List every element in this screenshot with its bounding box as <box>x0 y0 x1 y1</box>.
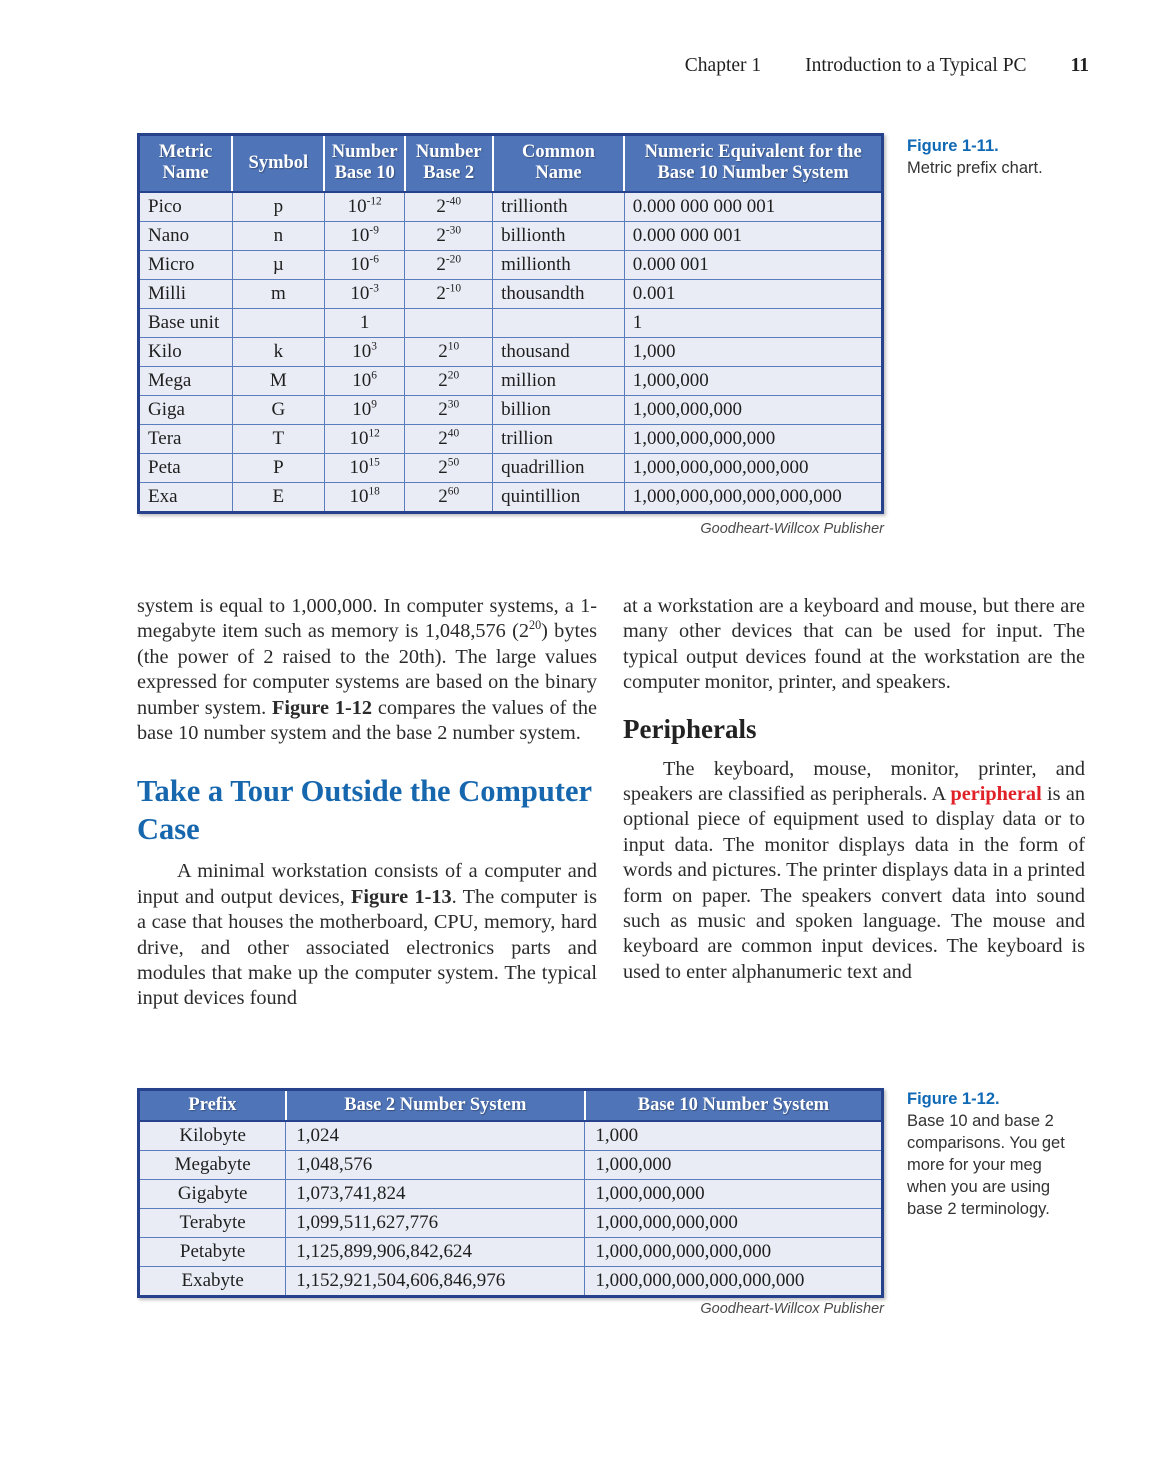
table-row <box>139 482 883 512</box>
table-cell: Terabyte <box>139 1209 286 1238</box>
table-cell: 1,073,741,824 <box>286 1180 585 1209</box>
table-cell: M <box>232 366 324 395</box>
table-cell: Mega <box>139 366 233 395</box>
figure-1-12-caption <box>907 1088 1079 1220</box>
table-cell: thousandth <box>493 279 625 308</box>
table-cell: 1,000,000,000,000,000,000 <box>624 482 882 512</box>
table-cell: p <box>232 192 324 222</box>
table-row <box>139 221 883 250</box>
column-header: Number Base 10 <box>324 135 404 192</box>
metric-prefix-table <box>137 133 884 514</box>
column-header: Metric Name <box>139 135 233 192</box>
table-cell: Giga <box>139 395 233 424</box>
base-comparison-table <box>137 1088 884 1298</box>
table-header-row <box>139 1090 883 1122</box>
figure-1-11-label: Figure 1-11. <box>907 137 999 155</box>
table-cell: m <box>232 279 324 308</box>
table-cell: 1,000,000,000,000,000 <box>585 1238 883 1267</box>
table-cell: $2^{40}$ <box>405 424 493 453</box>
table-cell: Tera <box>139 424 233 453</box>
table-row <box>139 366 883 395</box>
figure-1-11-caption <box>907 135 1079 179</box>
sub-heading: Peripherals <box>623 713 757 744</box>
table-cell: 1,024 <box>286 1121 585 1151</box>
chapter-title: Introduction to a Typical PC <box>805 55 1027 76</box>
column-header: Common Name <box>493 135 625 192</box>
table-cell: billionth <box>493 221 625 250</box>
table-cell: Milli <box>139 279 233 308</box>
table-cell: millionth <box>493 250 625 279</box>
table-cell: µ <box>232 250 324 279</box>
table-cell: $10^{12}$ <box>324 424 404 453</box>
table-row <box>139 337 883 366</box>
column-header: Number Base 2 <box>405 135 493 192</box>
table-row <box>139 424 883 453</box>
table-cell: 1,000,000,000,000,000 <box>624 453 882 482</box>
table-row <box>139 1180 883 1209</box>
table-cell: $10^{-12}$ <box>324 192 404 222</box>
table-cell: $10^{-9}$ <box>324 221 404 250</box>
body-right-column <box>623 594 1085 985</box>
table-cell: $10^6$ <box>324 366 404 395</box>
table-cell: Exabyte <box>139 1267 286 1297</box>
table-cell: T <box>232 424 324 453</box>
table-cell: 1,099,511,627,776 <box>286 1209 585 1238</box>
table-cell: Kilobyte <box>139 1121 286 1151</box>
table-cell: Pico <box>139 192 233 222</box>
table-cell: $2^{30}$ <box>405 395 493 424</box>
table-cell <box>232 308 324 337</box>
table-cell: E <box>232 482 324 512</box>
figure-1-11-table-area <box>137 133 884 514</box>
table-row <box>139 192 883 222</box>
table-cell: $2^{50}$ <box>405 453 493 482</box>
body-paragraph: at a workstation are a keyboard and mouse, but there are many other devices that can be used for input. The typical output devices found at the workstation are the computer monitor, printer, and speakers. <box>623 595 1085 694</box>
table-cell: $2^{60}$ <box>405 482 493 512</box>
table-cell: 0.001 <box>624 279 882 308</box>
table-cell: 1,000,000,000,000,000,000 <box>585 1267 883 1297</box>
table-cell: G <box>232 395 324 424</box>
table-cell: 1,125,899,906,842,624 <box>286 1238 585 1267</box>
table-row <box>139 453 883 482</box>
table-cell: 1,000,000,000,000 <box>585 1209 883 1238</box>
body-paragraph: system is equal to 1,000,000. In computer systems, a 1-megabyte item such as memory is 1,048,576 $(2^{20})$ bytes (the power of 2 raised to the 20th). The large values expressed for computer systems are based on the binary number system. Figure 1-12 compares the values of the base 10 number system and the base 2 number system. <box>137 595 597 745</box>
section-heading: Take a Tour Outside the Computer Case <box>137 774 592 847</box>
table-cell: quintillion <box>493 482 625 512</box>
table-cell: 1 <box>624 308 882 337</box>
table-cell: 1,000 <box>585 1121 883 1151</box>
table-cell: $10^{-3}$ <box>324 279 404 308</box>
table-cell: 1,000,000,000 <box>585 1180 883 1209</box>
column-header: Base 2 Number System <box>286 1090 585 1122</box>
table-row <box>139 1121 883 1151</box>
table-cell: 1,000,000,000 <box>624 395 882 424</box>
column-header: Base 10 Number System <box>585 1090 883 1122</box>
table-cell: Petabyte <box>139 1238 286 1267</box>
table-cell: Micro <box>139 250 233 279</box>
table-cell: $10^{18}$ <box>324 482 404 512</box>
table-cell: quadrillion <box>493 453 625 482</box>
table-cell: trillion <box>493 424 625 453</box>
table-row <box>139 395 883 424</box>
publisher-credit: Goodheart-Willcox Publisher <box>700 521 884 537</box>
page-number: 11 <box>1070 55 1089 76</box>
table-row <box>139 1267 883 1297</box>
body-paragraph: The keyboard, mouse, monitor, printer, and speakers are classified as peripherals. A peripheral is an optional piece of equipment used to display data or to input data. The monitor displays data in the form of words and pictures. The printer displays data in a printed form on paper. The speakers convert data into sound such as music and spoken language. The mouse and keyboard are common input devices. The keyboard is used to enter alphanumeric text and <box>623 757 1085 983</box>
table-cell: $10^{-6}$ <box>324 250 404 279</box>
body-paragraph: A minimal workstation consists of a computer and input and output devices, Figure 1-13. The computer is a case that houses the motherboard, CPU, memory, hard drive, and other associated electronics parts and modules that make up the computer system. The typical input devices found <box>137 860 597 1010</box>
table-cell: $2^{-10}$ <box>405 279 493 308</box>
publisher-credit: Goodheart-Willcox Publisher <box>700 1301 884 1317</box>
table-cell: 0.000 000 001 <box>624 221 882 250</box>
body-left-column <box>137 594 597 1012</box>
table-cell: 0.000 000 000 001 <box>624 192 882 222</box>
key-term: peripheral <box>950 783 1042 806</box>
table-header-row <box>139 135 883 192</box>
table-cell: trillionth <box>493 192 625 222</box>
figure-1-12-table-area <box>137 1088 884 1298</box>
table-cell: Base unit <box>139 308 233 337</box>
table-cell: Kilo <box>139 337 233 366</box>
chapter-label: Chapter 1 <box>684 55 762 76</box>
table-cell <box>493 308 625 337</box>
table-row <box>139 308 883 337</box>
table-cell: k <box>232 337 324 366</box>
table-row <box>139 1238 883 1267</box>
table-cell: Gigabyte <box>139 1180 286 1209</box>
table-cell: Exa <box>139 482 233 512</box>
figure-1-12-label: Figure 1-12. <box>907 1090 1000 1108</box>
table-cell: Megabyte <box>139 1151 286 1180</box>
figure-1-11-caption-text: Metric prefix chart. <box>907 159 1043 177</box>
figure-1-12-caption-text: Base 10 and base 2 comparisons. You get more for your meg when you are using base 2 terminology. <box>907 1112 1065 1218</box>
table-cell: million <box>493 366 625 395</box>
table-cell: $10^{15}$ <box>324 453 404 482</box>
table-row <box>139 250 883 279</box>
table-row <box>139 1209 883 1238</box>
table-cell: Peta <box>139 453 233 482</box>
table-cell: Nano <box>139 221 233 250</box>
table-cell: billion <box>493 395 625 424</box>
table-cell <box>405 308 493 337</box>
table-cell: $2^{-20}$ <box>405 250 493 279</box>
table-row <box>139 1151 883 1180</box>
table-cell: 1,000,000 <box>624 366 882 395</box>
table-cell: 1,048,576 <box>286 1151 585 1180</box>
table-cell: 0.000 001 <box>624 250 882 279</box>
table-cell: $2^{-40}$ <box>405 192 493 222</box>
table-cell: 1 <box>324 308 404 337</box>
table-cell: thousand <box>493 337 625 366</box>
table-cell: 1,152,921,504,606,846,976 <box>286 1267 585 1297</box>
column-header: Symbol <box>232 135 324 192</box>
table-cell: $2^{20}$ <box>405 366 493 395</box>
table-cell: $10^9$ <box>324 395 404 424</box>
running-head <box>0 55 1089 77</box>
table-row <box>139 279 883 308</box>
table-cell: P <box>232 453 324 482</box>
table-cell: $10^3$ <box>324 337 404 366</box>
table-cell: n <box>232 221 324 250</box>
table-cell: $2^{10}$ <box>405 337 493 366</box>
table-cell: $2^{-30}$ <box>405 221 493 250</box>
table-cell: 1,000 <box>624 337 882 366</box>
column-header: Numeric Equivalent for the Base 10 Number System <box>624 135 882 192</box>
column-header: Prefix <box>139 1090 286 1122</box>
table-cell: 1,000,000 <box>585 1151 883 1180</box>
table-cell: 1,000,000,000,000 <box>624 424 882 453</box>
